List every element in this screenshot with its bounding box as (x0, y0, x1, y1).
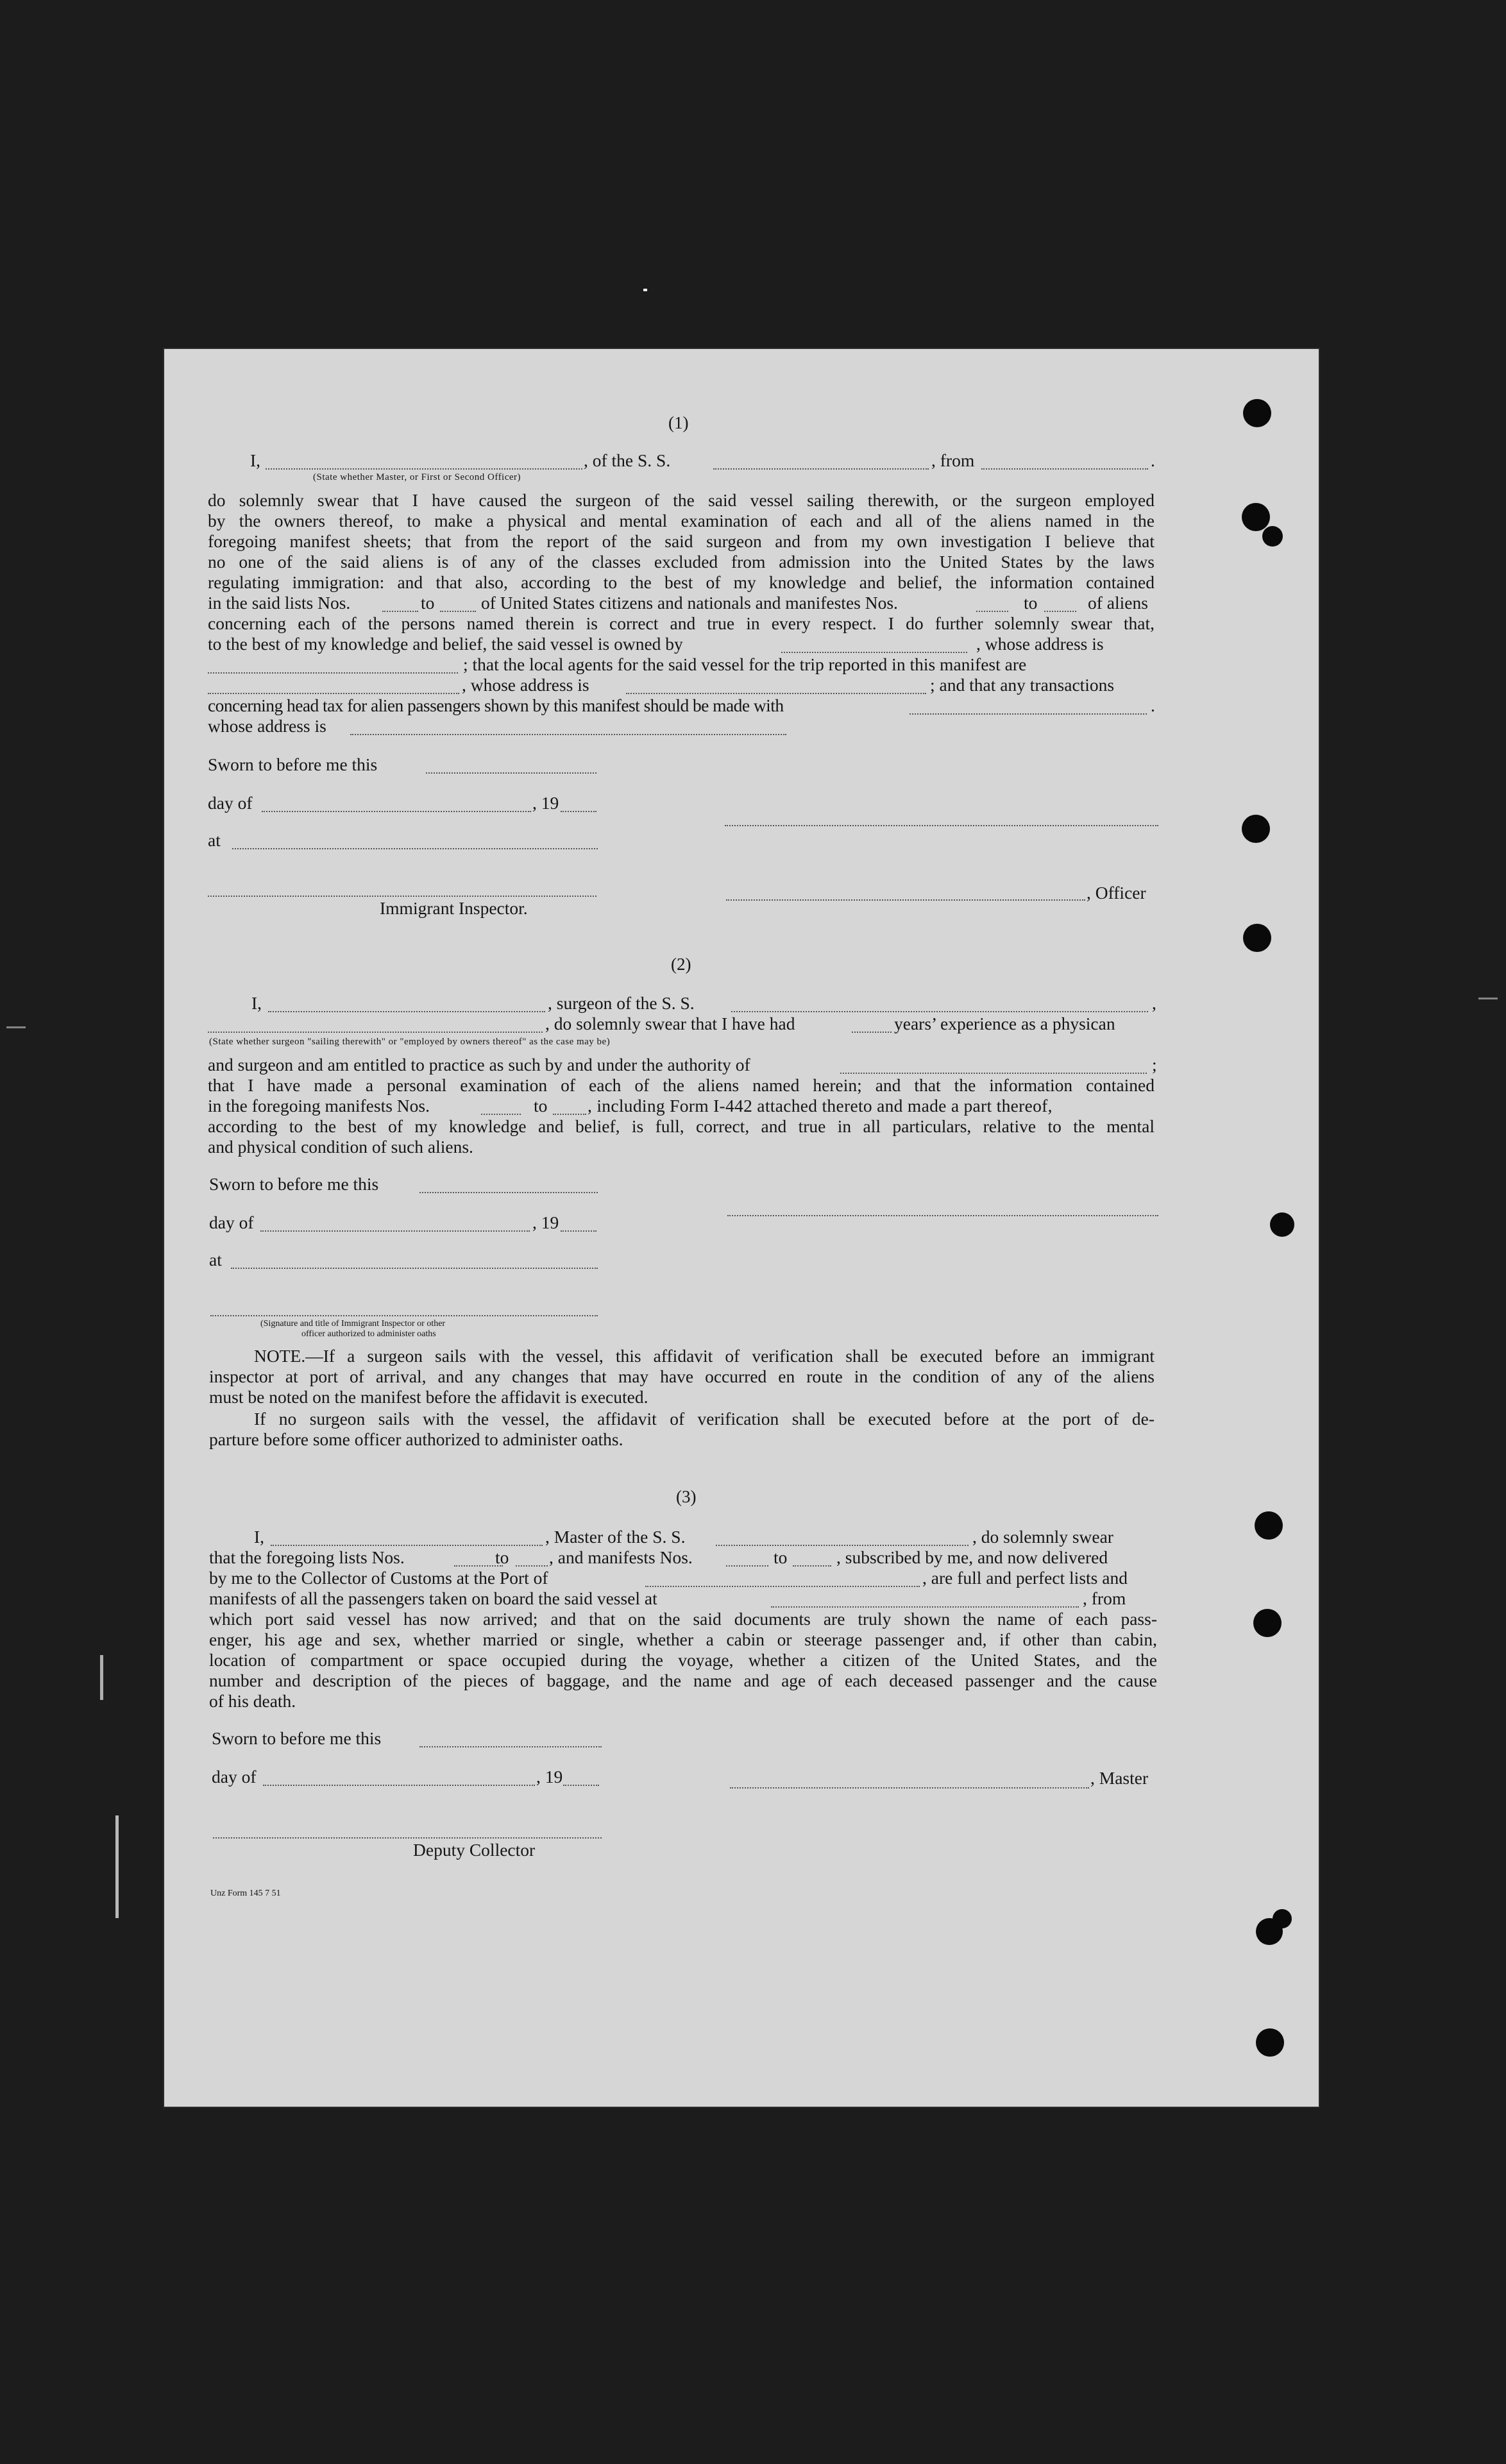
affidavit-1-line: foregoing manifest sheets; that from the report of the said surgeon and from my own investigation I believe that (208, 531, 1155, 551)
affidavit-3-line: location of compartment or space occupied during the voyage, whether a citizen of the United States, and the (209, 1650, 1157, 1670)
affidavit-1-line: no one of the said aliens is of any of the classes excluded from admission into the United States by the laws (208, 552, 1155, 572)
years-experience-field[interactable] (852, 1032, 892, 1033)
full-perfect-text: , are full and perfect lists and (922, 1568, 1128, 1588)
sworn-day-field[interactable] (419, 1746, 602, 1747)
manifest-verification-form (164, 349, 1319, 2107)
lists-to-field[interactable] (516, 1565, 548, 1567)
head-tax-period: . (1151, 695, 1155, 715)
from-label: , from (1083, 1588, 1126, 1608)
affidavit-2-line: according to the best of my knowledge and belief, is full, correct, and true in all particulars, relative to the mental (208, 1116, 1155, 1136)
inspector-label: Immigrant Inspector. (380, 898, 528, 918)
surgeon-of-label: , surgeon of the S. S. (548, 993, 695, 1013)
whose-address-label: , whose address is (976, 634, 1104, 654)
vessel-name-field[interactable] (716, 1545, 969, 1546)
affidavit-1-line: do solemnly swear that I have caused the surgeon of the said vessel sailing therewith, or the surgeon employed (208, 490, 1155, 510)
citizens-text: of United States citizens and nationals and manifestes Nos. (481, 593, 898, 613)
i-label: I, (250, 450, 261, 470)
form-number: Unz Form 145 7 51 (210, 1889, 281, 1898)
manifests-nos-label: , and manifests Nos. (549, 1547, 693, 1567)
affidavit-1-line: concerning each of the persons named therein is correct and true in every respect. I do further solemnly swear that, (208, 613, 1155, 633)
section-1-heading: (1) (668, 413, 689, 432)
collector-signature-line[interactable] (213, 1837, 602, 1839)
payee-address-field[interactable] (350, 734, 786, 735)
manifests-from-field[interactable] (726, 1565, 768, 1567)
lists-nos-label: in the said lists Nos. (208, 593, 351, 613)
of-aliens-label: of aliens (1088, 593, 1148, 613)
agents-address-field[interactable] (626, 693, 926, 694)
binder-hole (1256, 2028, 1284, 2057)
binder-hole (1243, 924, 1271, 952)
sworn-place-field[interactable] (231, 1268, 598, 1269)
manifests-to-field[interactable] (793, 1565, 831, 1567)
day-of-label: day of (209, 1212, 254, 1232)
note-line: NOTE.—If a surgeon sails with the vessel, this affidavit of verification shall be executed before an immigrant (254, 1346, 1155, 1366)
officer-rank-note: (State whether Master, or First or Second Officer) (313, 472, 521, 482)
affidavit-1-line: by the owners thereof, to make a physical and mental examination of each and all of the aliens named in the (208, 511, 1155, 531)
signature-line[interactable] (725, 825, 1158, 826)
manifests-nos-label: in the foregoing manifests Nos. (208, 1096, 430, 1116)
binder-hole (1242, 503, 1270, 531)
citizen-list-from-field[interactable] (382, 611, 418, 612)
binder-hole (1242, 815, 1270, 843)
taken-on-board-text: manifests of all the passengers taken on board the said vessel at (209, 1588, 657, 1608)
affidavit-3-line: of his death. (209, 1691, 296, 1711)
scan-speck (6, 1026, 26, 1028)
swear-text: , do solemnly swear that I have had (545, 1014, 795, 1033)
sworn-year-field[interactable] (561, 811, 596, 812)
vessel-name-field[interactable] (713, 468, 929, 470)
master-label: , Master (1090, 1768, 1149, 1788)
sworn-month-field[interactable] (260, 1230, 530, 1232)
manifest-to-field[interactable] (553, 1114, 586, 1115)
sworn-year-field[interactable] (561, 1230, 596, 1232)
signature-title-note: officer authorized to administer oaths (301, 1329, 436, 1339)
binder-hole (1270, 1212, 1294, 1237)
sworn-day-field[interactable] (426, 772, 596, 774)
whose-address-label: whose address is (208, 716, 326, 736)
master-of-label: , Master of the S. S. (545, 1527, 686, 1547)
to-label: to (495, 1547, 509, 1567)
head-tax-text: concerning head tax for alien passengers shown by this manifest should be made with (208, 695, 784, 715)
sworn-place-field[interactable] (232, 848, 598, 849)
to-label: to (421, 593, 435, 613)
form-i442-text: , including Form I-442 attached thereto and made a part thereof, (588, 1096, 1053, 1116)
sworn-label: Sworn to before me this (209, 1174, 379, 1194)
scan-speck (115, 1815, 119, 1918)
signature-title-note: (Signature and title of Immigrant Inspector or other (260, 1319, 446, 1329)
binder-hole (1253, 1609, 1282, 1637)
owner-address-field[interactable] (208, 672, 458, 674)
day-of-label: day of (208, 793, 253, 813)
sworn-day-field[interactable] (419, 1192, 598, 1193)
section-3-heading: (3) (676, 1487, 697, 1506)
affidavit-1-line: regulating immigration: and that also, according to the best of my knowledge and belief, the information contained (208, 572, 1155, 592)
surgeon-status-field[interactable] (208, 1032, 543, 1033)
section-2-heading: (2) (671, 955, 691, 974)
scan-speck (643, 289, 647, 291)
deputy-collector-label: Deputy Collector (413, 1840, 536, 1860)
departure-port-field[interactable] (981, 468, 1148, 470)
surgeon-status-note: (State whether surgeon "sailing therewith" or "employed by owners thereof" as the case may be) (209, 1037, 611, 1047)
year-label: , 19 (536, 1767, 563, 1787)
surgeon-signature-line[interactable] (727, 1215, 1158, 1216)
head-tax-payee-field[interactable] (910, 713, 1147, 715)
transactions-text: ; and that any transactions (930, 675, 1115, 695)
inspector-signature-line[interactable] (208, 896, 596, 897)
authority-field[interactable] (840, 1073, 1147, 1074)
sworn-label: Sworn to before me this (208, 754, 378, 774)
from-label: , from (931, 450, 975, 470)
note-line: must be noted on the manifest before the affidavit is executed. (209, 1387, 648, 1407)
sworn-label: Sworn to before me this (212, 1728, 382, 1748)
inspector-signature-line[interactable] (210, 1315, 598, 1316)
to-label: to (534, 1096, 548, 1116)
citizen-list-to-field[interactable] (440, 611, 476, 612)
lists-nos-label: that the foregoing lists Nos. (209, 1547, 405, 1567)
local-agents-field[interactable] (208, 693, 459, 694)
affidavit-3-line: enger, his age and sex, whether married or single, whether a cabin or steerage passenger and, if other than cabin, (209, 1629, 1157, 1649)
i-label: I, (254, 1527, 265, 1547)
collector-port-text: by me to the Collector of Customs at the Port of (209, 1568, 548, 1588)
boarding-port-field[interactable] (771, 1606, 1079, 1608)
whose-address-label: , whose address is (462, 675, 589, 695)
affidavit-3-line: number and description of the pieces of baggage, and the name and age of each deceased passenger and the cause (209, 1670, 1157, 1690)
at-label: at (209, 1250, 222, 1270)
local-agents-text: ; that the local agents for the said vessel for the trip reported in this manifest are (463, 654, 1027, 674)
swear-text: , do solemnly swear (972, 1527, 1113, 1547)
note-line: parture before some officer authorized to administer oaths. (209, 1429, 623, 1449)
authority-text: and surgeon and am entitled to practice as such by and under the authority of (208, 1055, 750, 1075)
officer-label: , Officer (1087, 883, 1146, 903)
affidavit-2-line: that I have made a personal examination of each of the aliens named herein; and that the information contained (208, 1075, 1155, 1095)
binder-hole (1262, 526, 1283, 547)
note-line: If no surgeon sails with the vessel, the affidavit of verification shall be executed before at the port of de- (254, 1409, 1155, 1429)
owned-by-label: to the best of my knowledge and belief, the said vessel is owned by (208, 634, 683, 654)
scan-speck (1478, 998, 1498, 999)
at-label: at (208, 830, 221, 850)
sworn-month-field[interactable] (262, 811, 531, 812)
alien-manifest-from-field[interactable] (976, 611, 1008, 612)
from-period: . (1151, 450, 1155, 470)
sworn-year-field[interactable] (563, 1785, 599, 1786)
master-signature-line[interactable] (730, 1787, 1089, 1789)
vessel-name-field[interactable] (731, 1011, 1148, 1012)
experience-text: years’ experience as a physican (894, 1014, 1115, 1033)
scan-speck (100, 1655, 103, 1700)
comma: , (1152, 993, 1156, 1013)
of-ss-label: , of the S. S. (584, 450, 671, 470)
day-of-label: day of (212, 1767, 257, 1787)
officer-signature-line[interactable] (726, 899, 1085, 901)
surgeon-name-field[interactable] (268, 1011, 545, 1012)
to-label: to (774, 1547, 788, 1567)
year-label: , 19 (532, 1212, 559, 1232)
master-name-field[interactable] (271, 1545, 543, 1546)
officer-name-field[interactable] (266, 468, 582, 470)
i-label: I, (251, 993, 262, 1013)
binder-hole (1273, 1909, 1292, 1928)
sworn-month-field[interactable] (263, 1785, 535, 1786)
manifest-from-field[interactable] (481, 1114, 521, 1115)
owner-field[interactable] (781, 652, 967, 653)
alien-manifest-to-field[interactable] (1044, 611, 1076, 612)
to-label: to (1024, 593, 1038, 613)
port-field[interactable] (645, 1586, 920, 1587)
subscribed-text: , subscribed by me, and now delivered (836, 1547, 1108, 1567)
binder-hole (1255, 1511, 1283, 1540)
note-line: inspector at port of arrival, and any changes that may have occurred en route in the condition of any of the aliens (209, 1366, 1155, 1386)
affidavit-3-line: which port said vessel has now arrived; and that on the said documents are truly shown the name of each pass- (209, 1609, 1157, 1629)
year-label: , 19 (532, 793, 559, 813)
binder-hole (1243, 399, 1271, 427)
authority-semicolon: ; (1152, 1055, 1157, 1075)
affidavit-2-line: and physical condition of such aliens. (208, 1137, 473, 1157)
